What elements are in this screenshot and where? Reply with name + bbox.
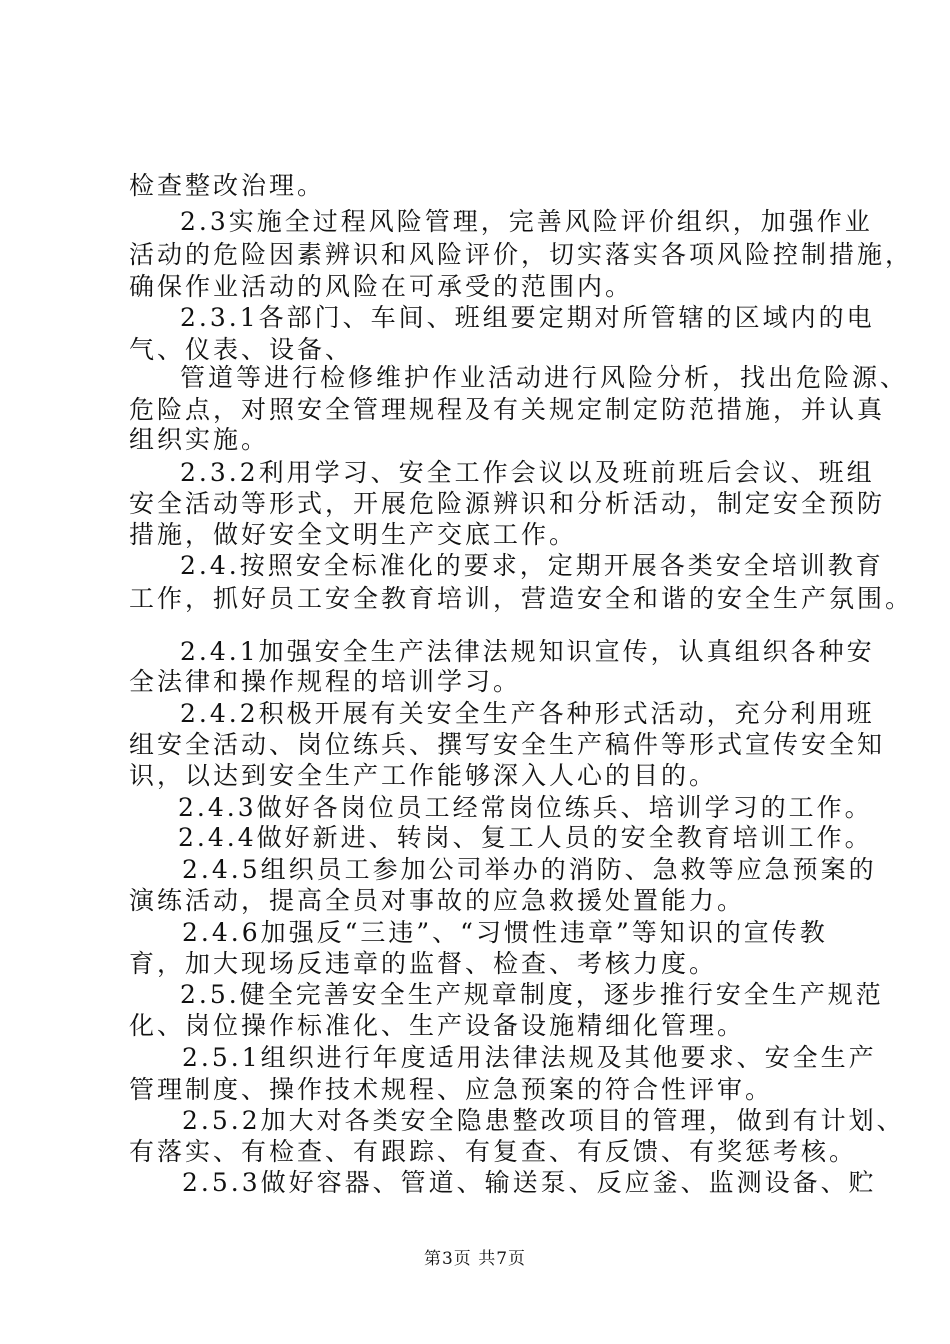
text-line: 演练活动，提高全员对事故的应急救援处置能力。 (129, 886, 746, 915)
text-line: 组织实施。 (129, 425, 270, 454)
text-line: 2.3.1各部门、车间、班组要定期对所管辖的区域内的电 (180, 303, 875, 332)
text-line: 2.4.2积极开展有关安全生产各种形式活动，充分利用班 (180, 699, 875, 728)
text-line: 全法律和操作规程的培训学习。 (129, 667, 522, 696)
text-line: 2.3实施全过程风险管理，完善风险评价组织，加强作业 (180, 207, 873, 236)
text-line: 2.5.健全完善安全生产规章制度，逐步推行安全生产规范 (180, 980, 884, 1009)
text-line: 2.4.按照安全标准化的要求，定期开展各类安全培训教育 (180, 551, 884, 580)
text-line: 识，以达到安全生产工作能够深入人心的目的。 (129, 761, 718, 790)
text-line: 化、岗位操作标准化、生产设备设施精细化管理。 (129, 1011, 746, 1040)
text-line: 2.4.3做好各岗位员工经常岗位练兵、培训学习的工作。 (178, 793, 873, 822)
text-line: 活动的危险因素辨识和风险评价，切实落实各项风险控制措施， (129, 240, 914, 269)
text-line: 2.4.4做好新进、转岗、复工人员的安全教育培训工作。 (178, 823, 873, 852)
text-line: 气、仪表、设备、 (129, 335, 354, 364)
text-line: 确保作业活动的风险在可承受的范围内。 (129, 272, 634, 301)
text-line: 工作，抓好员工安全教育培训，营造安全和谐的安全生产氛围。 (129, 584, 914, 613)
text-line: 2.5.2加大对各类安全隐患整改项目的管理，做到有计划、 (182, 1106, 905, 1135)
text-line: 2.5.3做好容器、管道、输送泵、反应釜、监测设备、贮 (182, 1168, 877, 1197)
text-line: 2.3.2利用学习、安全工作会议以及班前班后会议、班组 (180, 458, 875, 487)
text-line: 危险点，对照安全管理规程及有关规定制定防范措施，并认真 (129, 395, 886, 424)
text-line: 2.4.6加强反“三违”、“习惯性违章”等知识的宣传教 (182, 918, 828, 947)
text-line: 有落实、有检查、有跟踪、有复查、有反馈、有奖惩考核。 (129, 1137, 858, 1166)
text-line: 管理制度、操作技术规程、应急预案的符合性评审。 (129, 1075, 774, 1104)
text-line: 措施，做好安全文明生产交底工作。 (129, 520, 578, 549)
text-line: 组安全活动、岗位练兵、撰写安全生产稿件等形式宣传安全知 (129, 730, 886, 759)
text-line: 检查整改治理。 (129, 171, 326, 200)
text-line: 安全活动等形式，开展危险源辨识和分析活动，制定安全预防 (129, 489, 886, 518)
page-number-footer: 第3页 共7页 (423, 1249, 527, 1269)
text-line: 2.4.5组织员工参加公司举办的消防、急救等应急预案的 (182, 855, 877, 884)
text-line: 2.5.1组织进行年度适用法律法规及其他要求、安全生产 (182, 1043, 877, 1072)
text-line: 2.4.1加强安全生产法律法规知识宣传，认真组织各种安 (180, 637, 875, 666)
text-line: 育，加大现场反违章的监督、检查、考核力度。 (129, 949, 718, 978)
text-line: 管道等进行检修维护作业活动进行风险分析，找出危险源、 (180, 363, 909, 392)
